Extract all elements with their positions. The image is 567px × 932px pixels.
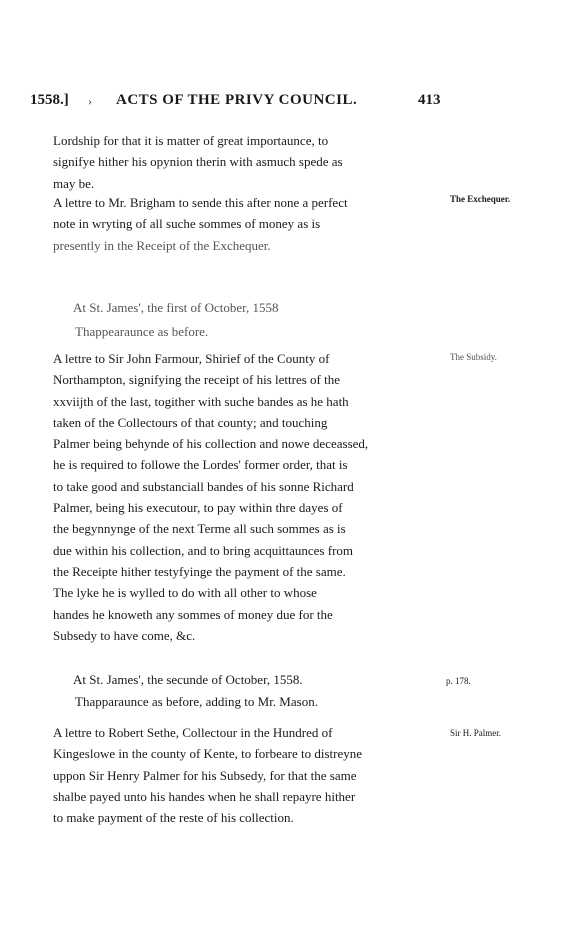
paragraph-line: A lettre to Mr. Brigham to sende this after none a perfect xyxy=(53,195,348,210)
paragraph-line: uppon Sir Henry Palmer for his Subsedy, for that the same xyxy=(53,767,357,783)
entry-sir-h-palmer xyxy=(53,722,433,828)
paragraph-line: to take good and substanciall bandes of his sonne Richard xyxy=(53,478,354,494)
paragraph-line: shalbe payed unto his handes when he shall repayre hither xyxy=(53,788,356,804)
page-number: 413 xyxy=(418,92,441,108)
paragraph-line: The lyke he is wylled to do with all other to whose xyxy=(53,585,317,601)
meeting-heading-first-october: At St. James', the first of October, 1558 xyxy=(73,300,279,315)
paragraph-line: A lettre to Sir John Farmour, Shirief of the County of xyxy=(53,351,330,366)
header-title: ACTS OF THE PRIVY COUNCIL. xyxy=(116,92,358,108)
paragraph-line: xxviijth of the last, togither with suche bandes as he hath xyxy=(53,393,349,409)
entry-exchequer xyxy=(53,192,433,256)
paragraph-line: may be. xyxy=(53,175,95,191)
paragraph-line: Lordship for that it is matter of great importaunce, to xyxy=(53,133,329,148)
paragraph-line: Palmer, being his executour, to pay within thre dayes of xyxy=(53,500,343,516)
paragraph-line: the Receipte hither testyfyinge the payment of the same. xyxy=(53,563,346,579)
running-header xyxy=(30,92,460,114)
continuation-paragraph xyxy=(53,130,433,194)
margin-note-exchequer: The Exchequer. xyxy=(450,194,511,204)
paragraph-line: Palmer being behynde of his collection and nowe deceassed, xyxy=(53,436,369,452)
paragraph-line: taken of the Collectours of that county; and touching xyxy=(53,414,328,430)
paragraph-line: note in wryting of all suche sommes of money as is xyxy=(53,216,321,232)
paragraph-line: due within his collection, and to bring acquittaunces from xyxy=(53,542,354,558)
paragraph-line: Subsedy to have come, &c. xyxy=(53,627,196,643)
paragraph-line: he is required to followe the Lordes' former order, that is xyxy=(53,457,348,473)
paragraph-line: to make payment of the reste of his collection. xyxy=(53,810,294,826)
margin-note-page-ref: p. 178. xyxy=(446,676,471,686)
entry-subsidy xyxy=(53,348,433,646)
paragraph-line: the begynnynge of the next Terme all such sommes as is xyxy=(53,521,346,537)
meeting-heading-second-october: At St. James', the secunde of October, 1558. xyxy=(73,672,303,687)
paragraph-line: signifye hither his opynion therin with asmuch spede as xyxy=(53,154,343,170)
paragraph-line: Kingeslowe in the county of Kente, to forbeare to distreyne xyxy=(53,746,363,762)
attendance-first-october: Thappearaunce as before. xyxy=(75,324,209,339)
margin-note-subsidy: The Subsidy. xyxy=(450,352,497,362)
paragraph-line: Northampton, signifying the receipt of his lettres of the xyxy=(53,372,341,388)
attendance-second-october: Thapparaunce as before, adding to Mr. Mason. xyxy=(75,694,318,709)
paragraph-line: A lettre to Robert Sethe, Collectour in the Hundred of xyxy=(53,725,333,740)
paragraph-line: handes he knoweth any sommes of money due for the xyxy=(53,606,333,622)
margin-note-sir-h-palmer: Sir H. Palmer. xyxy=(450,728,501,738)
header-year: 1558.] xyxy=(30,92,69,108)
paragraph-line: presently in the Receipt of the Exchequer. xyxy=(53,237,271,253)
header-mark: › xyxy=(88,94,92,108)
